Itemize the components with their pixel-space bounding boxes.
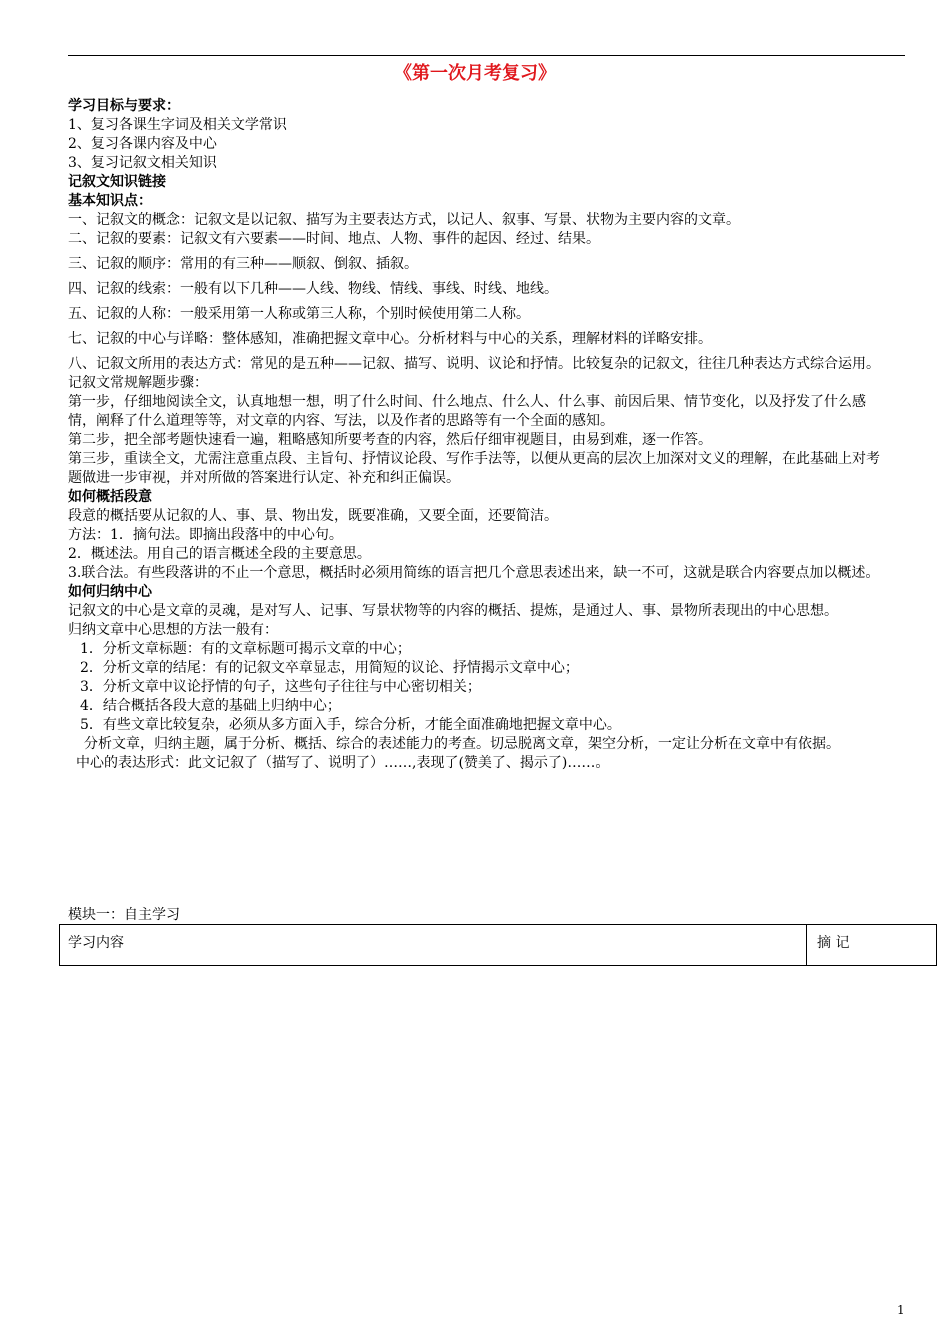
goal-item: 1、复习各课生字词及相关文学常识 [68, 117, 287, 133]
center-note: 分析文章，归纳主题，属于分析、概括、综合的表述能力的考查。切忌脱离文章，架空分析，一定让分析在文章中有依据。 [84, 736, 840, 752]
knowledge-point: 七、记叙的中心与详略：整体感知，准确把握文章中心。分析材料与中心的关系，理解材料的详略安排。 [68, 331, 712, 347]
goals-heading: 学习目标与要求： [68, 98, 180, 114]
center-intro: 记叙文的中心是文章的灵魂，是对写人、记事、写景状物等的内容的概括、提炼，是通过人、事、景物所表现出的中心思想。 [68, 603, 838, 619]
center-heading: 如何归纳中心 [68, 584, 152, 600]
summarize-method: 3.联合法。有些段落讲的不止一个意思，概括时必须用简练的语言把几个意思表述出来，缺一不可，这就是联合内容要点加以概述。 [68, 565, 880, 581]
center-method: 5．有些文章比较复杂，必须从多方面入手，综合分析，才能全面准确地把握文章中心。 [80, 717, 621, 733]
table-header-content: 学习内容 [60, 925, 807, 965]
knowledge-point: 五、记叙的人称：一般采用第一人称或第三人称，个别时候使用第二人称。 [68, 306, 530, 322]
study-table [59, 924, 937, 966]
knowledge-point: 四、记叙的线索：一般有以下几种——人线、物线、情线、事线、时线、地线。 [68, 281, 558, 297]
page-title: 《第一次月考复习》 [394, 63, 556, 84]
basics-heading: 基本知识点： [68, 193, 152, 209]
module-label: 模块一：自主学习 [68, 907, 180, 923]
summarize-intro: 段意的概括要从记叙的人、事、景、物出发，既要准确，又要全面，还要简洁。 [68, 508, 558, 524]
knowledge-point: 三、记叙的顺序：常用的有三种——顺叙、倒叙、插叙。 [68, 256, 418, 272]
page-number: 1 [897, 1303, 905, 1317]
center-method: 1．分析文章标题：有的文章标题可揭示文章的中心； [80, 641, 411, 657]
knowledge-point: 一、记叙文的概念：记叙文是以记叙、描写为主要表达方式，以记人、叙事、写景、状物为主要内容的文章。 [68, 212, 740, 228]
center-method: 3．分析文章中议论抒情的句子，这些句子往往与中心密切相关； [80, 679, 481, 695]
solving-step: 第三步，重读全文，尤需注意重点段、主旨句、抒情议论段、写作手法等，以便从更高的层次上加深对文义的理解，在此基础上对考题做进一步审视，并对所做的答案进行认定、补充和纠正偏误。 [68, 451, 880, 486]
goal-item: 2、复习各课内容及中心 [68, 136, 217, 152]
solving-step: 第一步，仔细地阅读全文，认真地想一想，明了什么时间、什么地点、什么人、什么事、前因后果、情节变化，以及抒发了什么感情，阐释了什么道理等等，对文章的内容、写法，以及作者的思路等有一个全面的感知。 [68, 394, 866, 429]
summarize-heading: 如何概括段意 [68, 489, 152, 505]
summarize-method: 2．概述法。用自己的语言概述全段的主要意思。 [68, 546, 371, 562]
goal-item: 3、复习记叙文相关知识 [68, 155, 217, 171]
summarize-method: 方法：1．摘句法。即摘出段落中的中心句。 [68, 527, 343, 543]
knowledge-point: 八、记叙文所用的表达方式：常见的是五种——记叙、描写、说明、议论和抒情。比较复杂的记叙文，往往几种表达方式综合运用。 [68, 356, 880, 372]
center-method: 4．结合概括各段大意的基础上归纳中心； [80, 698, 341, 714]
center-format: 中心的表达形式：此文记叙了（描写了、说明了）……,表现了(赞美了、揭示了)……。 [76, 755, 610, 771]
solving-step: 第二步，把全部考题快速看一遍，粗略感知所要考查的内容，然后仔细审视题目，由易到难，逐一作答。 [68, 432, 712, 448]
center-methods-heading: 归纳文章中心思想的方法一般有： [68, 622, 278, 638]
knowledge-point: 二、记叙的要素：记叙文有六要素——时间、地点、人物、事件的起因、经过、结果。 [68, 231, 600, 247]
table-header-notes: 摘 记 [817, 935, 850, 951]
top-rule [68, 55, 905, 56]
document-body [68, 97, 892, 773]
steps-heading: 记叙文常规解题步骤： [68, 375, 208, 391]
center-method: 2．分析文章的结尾：有的记叙文卒章显志，用简短的议论、抒情揭示文章中心； [80, 660, 579, 676]
narrative-heading: 记叙文知识链接 [68, 174, 166, 190]
